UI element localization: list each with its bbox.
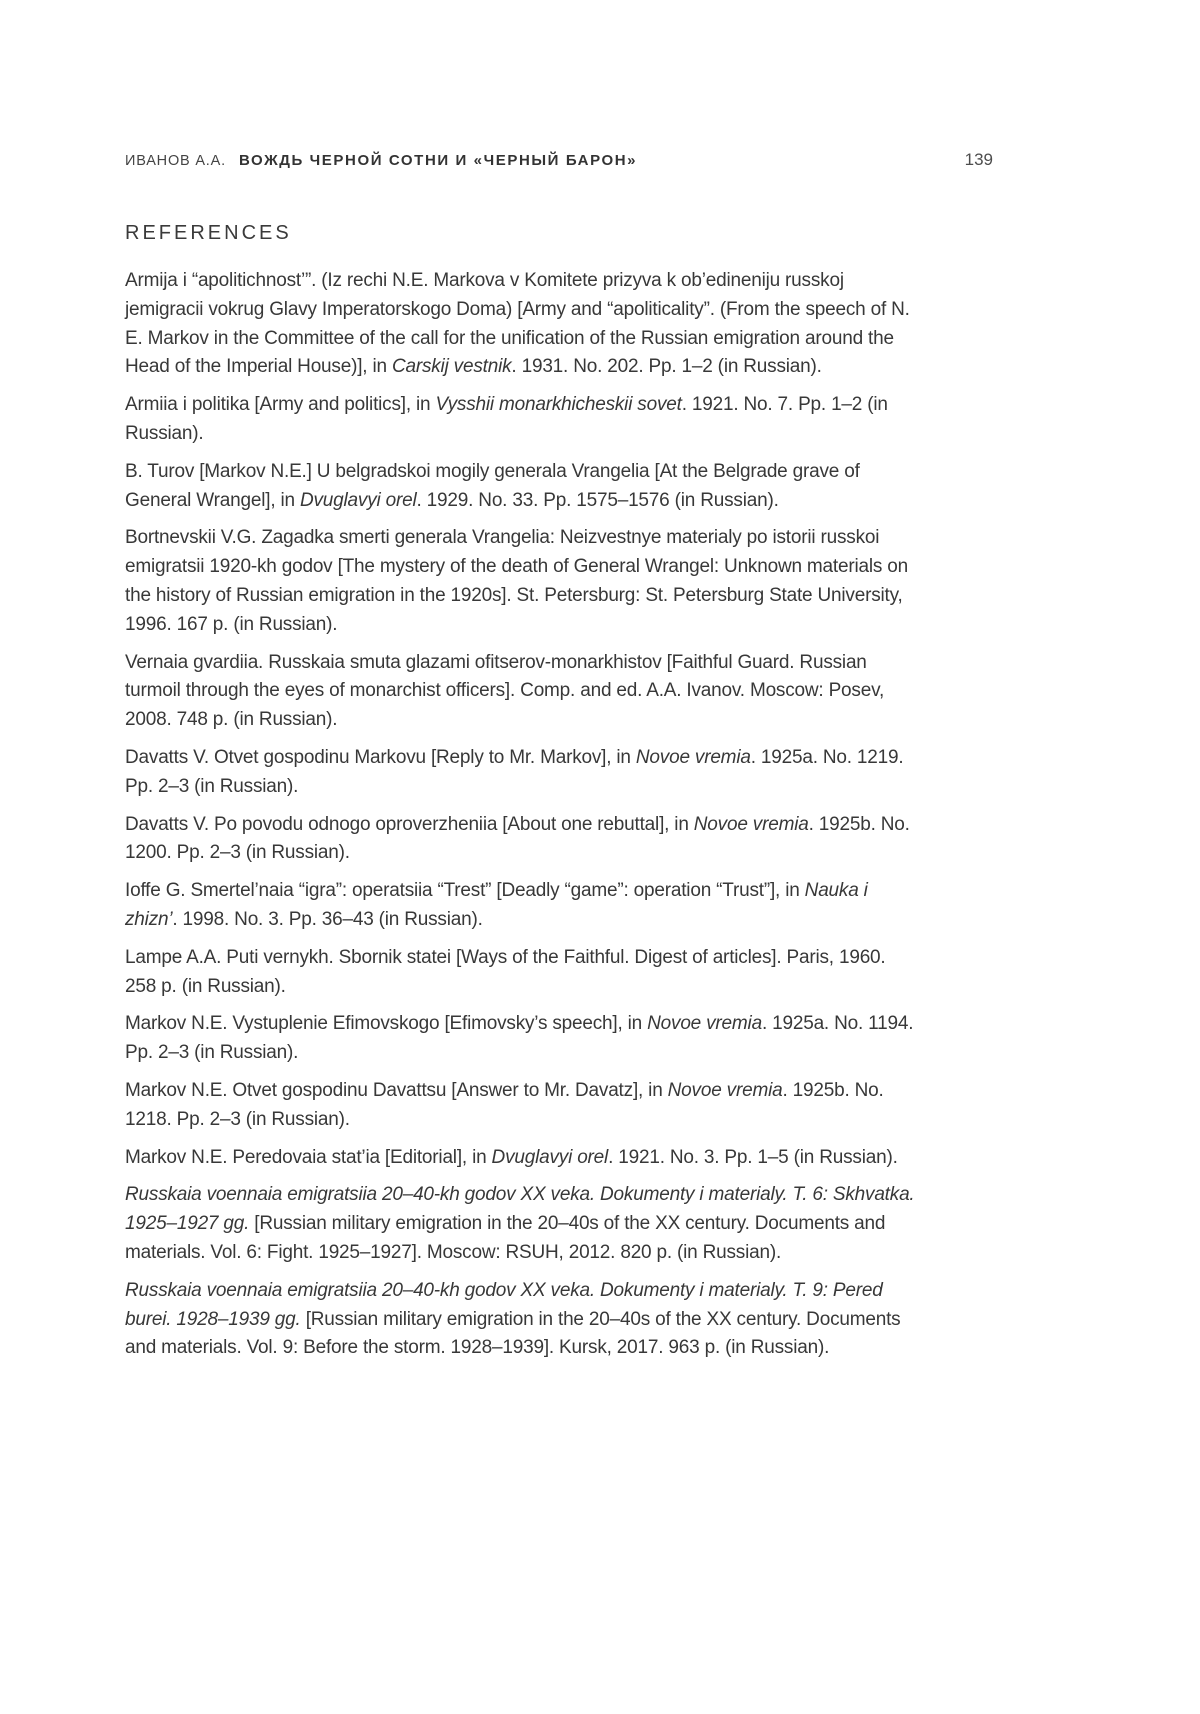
reference-source-title: Novoe vremia	[667, 1079, 783, 1101]
reference-entry	[125, 649, 917, 735]
reference-text: . 1921. No. 7. Pp. 1–2 (in Russian).	[125, 394, 888, 444]
reference-source-title: Novoe vremia	[693, 813, 809, 835]
reference-entry	[125, 524, 917, 639]
reference-text: Ioffe G. Smertel’naia “igra”: operatsiia “Trest” [Deadly “game”: operation “Trust”], in	[125, 880, 805, 902]
reference-entry	[125, 811, 917, 869]
reference-source-title: Nauka i zhizn’	[125, 880, 868, 930]
reference-text: [Russian military emigration in the 20–40s of the XX century. Documents and materials. Vol. 9: Before the storm. 1928–1939]. Kursk, 2017. 963 p. (in Russian).	[125, 1308, 901, 1359]
reference-text: . 1925a. No. 1194. Pp. 2–3 (in Russian).	[125, 1013, 914, 1064]
reference-entry	[125, 1144, 917, 1173]
running-header-author: ИВАНОВ А.А.	[125, 153, 226, 169]
reference-text: . 1931. No. 202. Pp. 1–2 (in Russian).	[511, 356, 822, 378]
reference-source-title: Carskij vestnik	[391, 356, 512, 378]
reference-text: Markov N.E. Peredovaia stat’ia [Editorial], in	[125, 1146, 492, 1168]
reference-text: . 1925a. No. 1219. Pp. 2–3 (in Russian).	[125, 746, 904, 797]
reference-source-title: Novoe vremia	[647, 1013, 762, 1035]
reference-text: Davatts V. Otvet gospodinu Markovu [Reply to Mr. Markov], in	[125, 746, 636, 768]
reference-entry	[125, 1181, 917, 1267]
reference-text: Armiia i politika [Army and politics], in	[125, 394, 436, 416]
reference-source-title: Russkaia voennaia emigratsiia 20–40-kh godov XX veka. Dokumenty i materialy. T. 9: Pered burei. 1928–1939 gg.	[125, 1279, 883, 1330]
reference-source-title: Dvuglavyi orel	[299, 489, 417, 511]
reference-text: Bortnevskii V.G. Zagadka smerti generala Vrangelia: Neizvestnye materialy po istorii russkoi emigratsii 1920-kh godov [The mystery of the death of General Wrangel: Unknown materials on the history of Russian emigration in the 1920s]. St. Petersburg: St. Petersburg State University, 1996. 167 p. (in Russian).	[125, 527, 909, 635]
reference-text: Markov N.E. Otvet gospodinu Davattsu [Answer to Mr. Davatz], in	[125, 1079, 668, 1101]
reference-text: . 1921. No. 3. Pp. 1–5 (in Russian).	[608, 1146, 898, 1168]
reference-text: B. Turov [Markov N.E.] U belgradskoi mogily generala Vrangelia [At the Belgrade grave of General Wrangel], in	[125, 460, 860, 511]
reference-text: . 1925b. No. 1200. Pp. 2–3 (in Russian).	[125, 813, 910, 864]
references-heading: REFERENCES	[125, 222, 292, 244]
reference-text: Markov N.E. Vystuplenie Efimovskogo [Efimovsky’s speech], in	[125, 1013, 648, 1035]
reference-source-title: Russkaia voennaia emigratsiia 20–40-kh godov XX veka. Dokumenty i materialy. T. 6: Skhvatka. 1925–1927 gg.	[125, 1184, 915, 1235]
reference-text: Lampe A.A. Puti vernykh. Sbornik statei [Ways of the Faithful. Digest of articles]. Paris, 1960. 258 p. (in Russian).	[125, 946, 886, 997]
reference-text: [Russian military emigration in the 20–40s of the XX century. Documents and materials. Vol. 6: Fight. 1925–1927]. Moscow: RSUH, 2012. 820 p. (in Russian).	[125, 1213, 886, 1263]
reference-text: . 1929. No. 33. Pp. 1575–1576 (in Russian).	[416, 489, 779, 511]
reference-entry	[125, 877, 917, 935]
reference-entry	[125, 744, 917, 802]
running-header-left	[125, 152, 637, 169]
reference-text: . 1925b. No. 1218. Pp. 2–3 (in Russian).	[125, 1079, 884, 1130]
reference-entry	[125, 1077, 917, 1135]
running-header	[125, 150, 993, 170]
reference-entry	[125, 458, 917, 516]
reference-entry	[125, 1010, 917, 1068]
reference-entry	[125, 1277, 917, 1363]
page-number: 139	[964, 150, 993, 169]
reference-text: Vernaia gvardiia. Russkaia smuta glazami ofitserov-monarkhistov [Faithful Guard. Russian turmoil through the eyes of monarchist officers]. Comp. and ed. A.A. Ivanov. Moscow: Posev, 2008. 748 p. (in Russian).	[125, 651, 885, 731]
reference-text: Davatts V. Po povodu odnogo oproverzheniia [About one rebuttal], in	[125, 813, 694, 835]
reference-text: Armija i “apolitichnost’”. (Iz rechi N.E. Markova v Komitete prizyva k ob’edineniju russkoj jemigracii vokrug Glavy Imperatorskogo Doma) [Army and “apoliticality”. (From the speech of N. E. Markov in the Committee of the call for the unification of the Russian emigration around the Head of the Imperial House)], in	[125, 270, 910, 378]
references-list	[125, 267, 917, 1363]
reference-entry	[125, 391, 917, 449]
reference-source-title: Novoe vremia	[635, 746, 751, 768]
reference-entry	[125, 267, 917, 382]
reference-text: . 1998. No. 3. Pp. 36–43 (in Russian).	[172, 908, 483, 930]
reference-source-title: Dvuglavyi orel	[491, 1146, 609, 1168]
reference-source-title: Vysshii monarkhicheskii sovet	[435, 394, 682, 416]
running-header-title: ВОЖДЬ ЧЕРНОЙ СОТНИ И «ЧЕРНЫЙ БАРОН»	[238, 152, 638, 169]
page-content	[125, 222, 917, 1372]
reference-entry	[125, 944, 917, 1002]
